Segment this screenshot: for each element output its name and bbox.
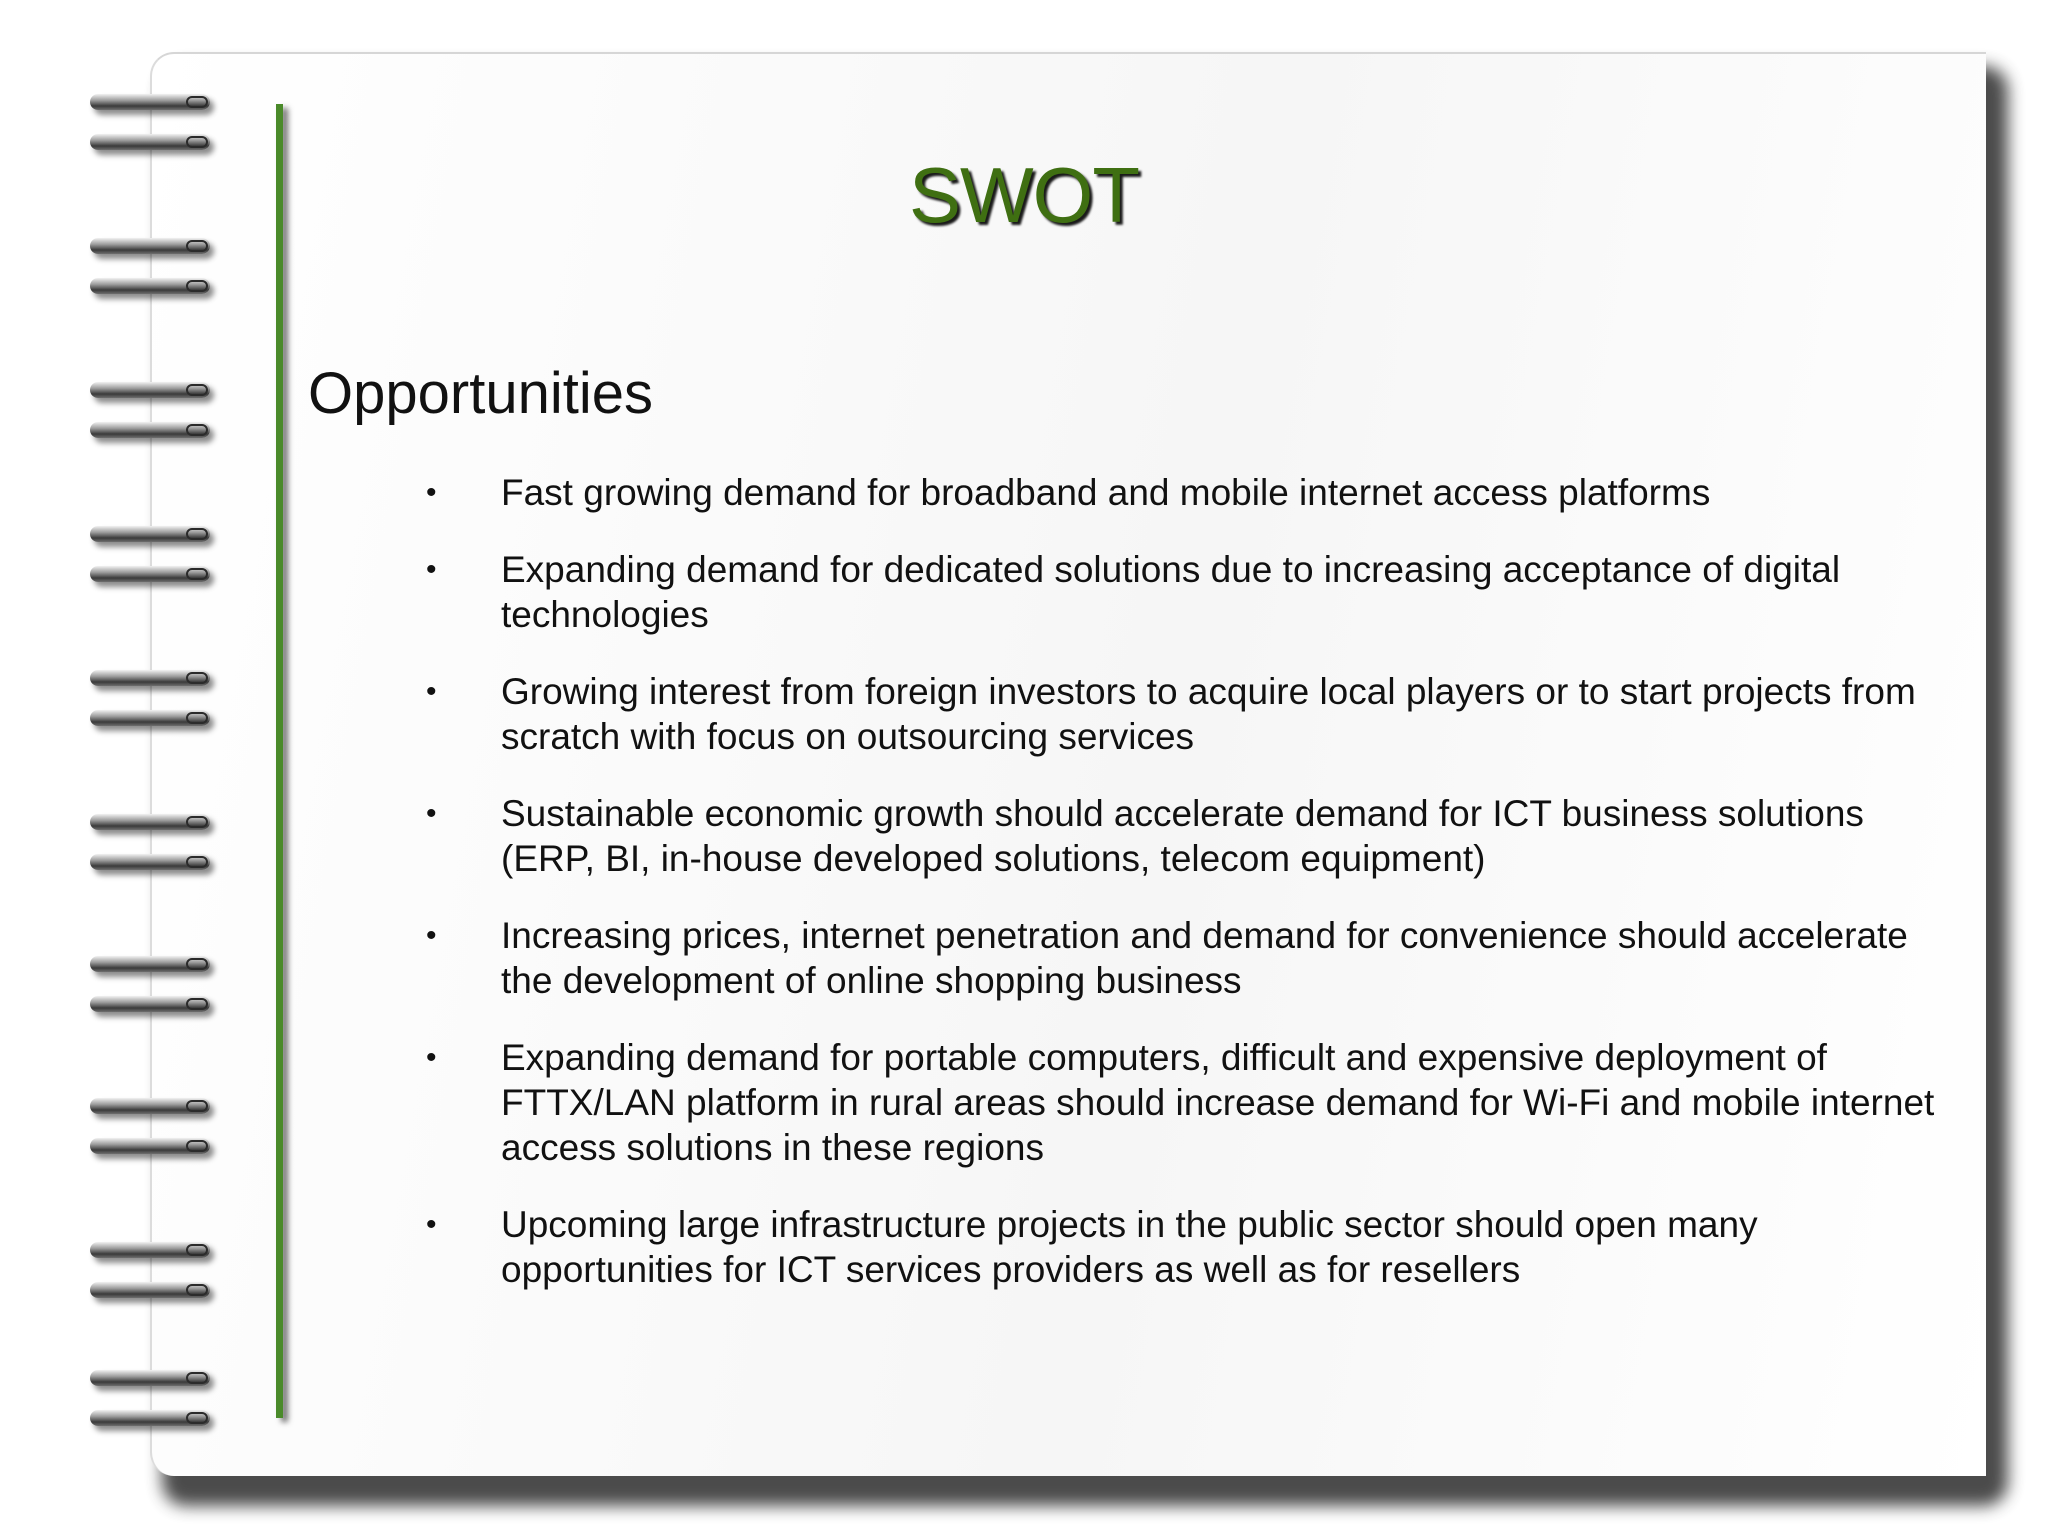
- binding-ring-icon: [90, 1282, 210, 1298]
- binding-ring-pair: [86, 664, 226, 744]
- bullet-icon: •: [426, 553, 437, 586]
- bullet-icon: •: [426, 1041, 437, 1074]
- binding-ring-icon: [90, 382, 210, 398]
- bullet-icon: •: [426, 675, 437, 708]
- bullet-list: [426, 470, 1966, 1324]
- binding-ring-icon: [90, 670, 210, 686]
- bullet-item: [426, 1035, 1966, 1170]
- bullet-item: [426, 791, 1966, 881]
- binding-ring-icon: [90, 1410, 210, 1426]
- binding-ring-icon: [90, 566, 210, 582]
- bullet-icon: •: [426, 1208, 437, 1241]
- bullet-text: Growing interest from foreign investors to acquire local players or to start projects from scratch with focus on outsourcing services: [501, 671, 1916, 757]
- binding-ring-pair: [86, 950, 226, 1030]
- bullet-text: Fast growing demand for broadband and mobile internet access platforms: [501, 472, 1711, 513]
- bullet-text: Expanding demand for portable computers, difficult and expensive deployment of FTTX/LAN platform in rural areas should increase demand for Wi-Fi and mobile internet access solutions in these regions: [501, 1037, 1935, 1168]
- bullet-icon: •: [426, 919, 437, 952]
- binding-ring-icon: [90, 956, 210, 972]
- bullet-icon: •: [426, 476, 437, 509]
- binding-ring-icon: [90, 94, 210, 110]
- binding-ring-icon: [90, 278, 210, 294]
- slide-title: SWOT: [909, 151, 1139, 239]
- binding-ring-pair: [86, 1236, 226, 1316]
- bullet-item: [426, 669, 1966, 759]
- binding-ring-pair: [86, 376, 226, 456]
- bullet-item: [426, 913, 1966, 1003]
- binding-ring-icon: [90, 814, 210, 830]
- bullet-text: Upcoming large infrastructure projects in the public sector should open many opportunities for ICT services providers as well as for resellers: [501, 1204, 1758, 1290]
- bullet-text: Expanding demand for dedicated solutions due to increasing acceptance of digital technologies: [501, 549, 1841, 635]
- bullet-item: [426, 1202, 1966, 1292]
- binding-ring-icon: [90, 1098, 210, 1114]
- bullet-item: [426, 547, 1966, 637]
- binding-ring-icon: [90, 710, 210, 726]
- binding-ring-icon: [90, 134, 210, 150]
- binding-ring-pair: [86, 232, 226, 312]
- binding-ring-icon: [90, 854, 210, 870]
- binding-ring-icon: [90, 1138, 210, 1154]
- spiral-binding: [86, 88, 226, 1448]
- bullet-icon: •: [426, 797, 437, 830]
- bullet-text: Increasing prices, internet penetration and demand for convenience should accelerate the development of online shopping business: [501, 915, 1908, 1001]
- binding-ring-pair: [86, 808, 226, 888]
- binding-ring-icon: [90, 422, 210, 438]
- binding-ring-icon: [90, 996, 210, 1012]
- binding-ring-pair: [86, 1364, 226, 1444]
- binding-ring-pair: [86, 520, 226, 600]
- margin-line: [276, 104, 283, 1418]
- binding-ring-pair: [86, 1092, 226, 1172]
- bullet-text: Sustainable economic growth should accelerate demand for ICT business solutions (ERP, BI, in-house developed solutions, telecom equipment): [501, 793, 1864, 879]
- bullet-item: [426, 470, 1966, 515]
- section-heading: Opportunities: [308, 361, 653, 426]
- binding-ring-icon: [90, 1242, 210, 1258]
- binding-ring-icon: [90, 526, 210, 542]
- binding-ring-icon: [90, 1370, 210, 1386]
